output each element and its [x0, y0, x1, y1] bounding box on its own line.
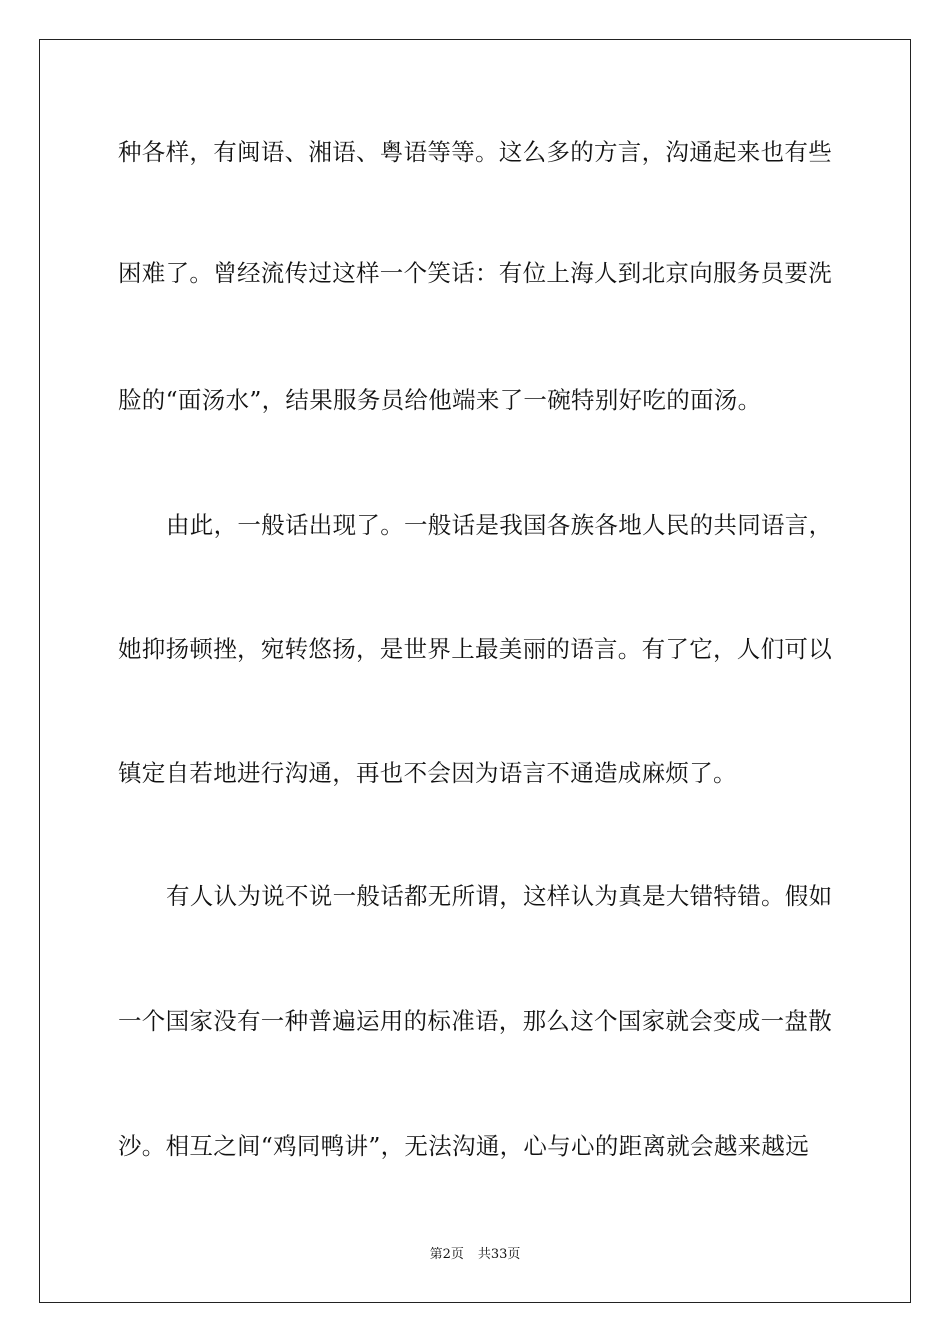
page-border [39, 39, 911, 1303]
text-line: 沙。相互之间“鸡同鸭讲”，无法沟通，心与心的距离就会越来越远 [118, 1132, 810, 1160]
text-line: 一个国家没有一种普遍运用的标准语，那么这个国家就会变成一盘散 [118, 1007, 832, 1035]
page-number: 第2页 [429, 1247, 464, 1262]
page-footer [0, 1246, 950, 1264]
text-line: 镇定自若地进行沟通，再也不会因为语言不通造成麻烦了。 [118, 759, 737, 787]
text-line: 她抑扬顿挫，宛转悠扬，是世界上最美丽的语言。有了它，人们可以 [118, 635, 832, 663]
text-line: 种各样，有闽语、湘语、粤语等等。这么多的方言，沟通起来也有些 [118, 138, 832, 166]
paragraph-start-line: 由此，一般话出现了。一般话是我国各族各地人民的共同语言， [166, 511, 833, 539]
text-line: 脸的“面汤水”，结果服务员给他端来了一碗特别好吃的面汤。 [118, 386, 762, 414]
paragraph-start-line: 有人认为说不说一般话都无所谓，这样认为真是大错特错。假如 [166, 882, 833, 910]
page-total: 共33页 [477, 1247, 521, 1262]
text-line: 困难了。曾经流传过这样一个笑话：有位上海人到北京向服务员要洗 [118, 259, 832, 287]
